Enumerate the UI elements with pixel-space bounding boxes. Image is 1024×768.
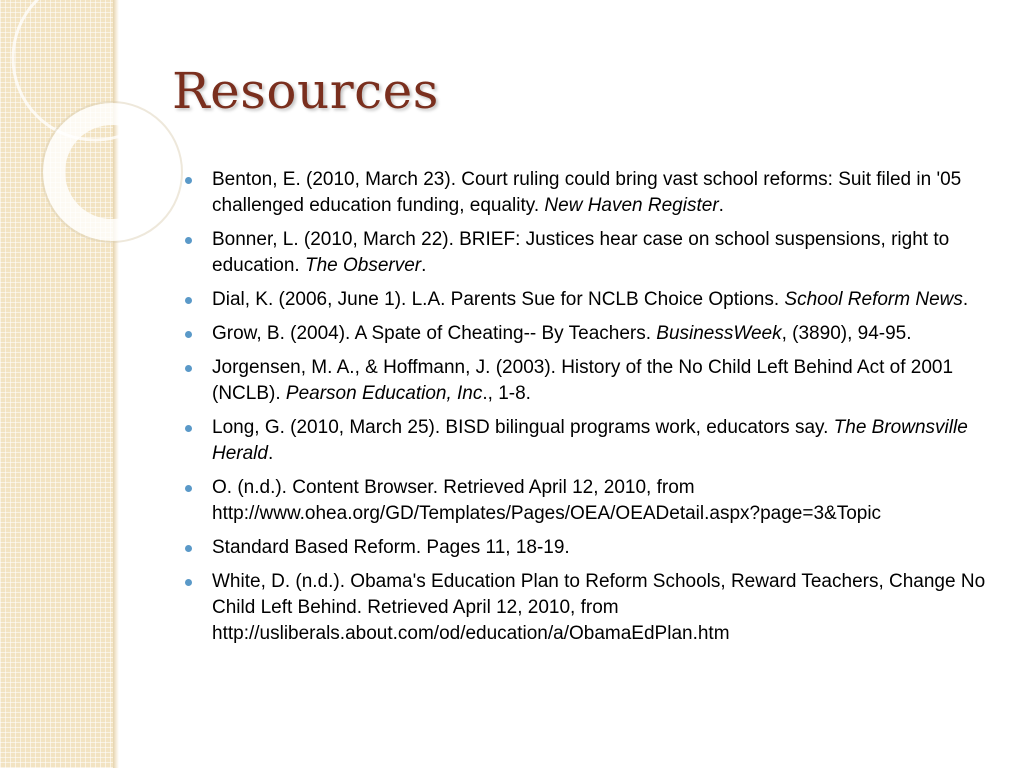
bullet-icon <box>185 579 192 586</box>
sidebar-edge <box>113 0 119 768</box>
decorative-sidebar <box>0 0 113 768</box>
bullet-icon <box>185 365 192 372</box>
bullet-icon <box>185 177 192 184</box>
reference-item <box>185 355 995 407</box>
reference-item <box>185 321 995 347</box>
reference-text: Grow, B. (2004). A Spate of Cheating-- By Teachers. <box>212 323 657 344</box>
reference-item <box>185 227 995 279</box>
reference-item <box>185 287 995 313</box>
reference-tail: . <box>962 289 969 310</box>
slide-title: Resources <box>172 62 439 120</box>
reference-item <box>185 415 995 467</box>
reference-source: Pearson Education, Inc <box>285 383 483 404</box>
bullet-icon <box>185 485 192 492</box>
bullet-icon <box>185 297 192 304</box>
reference-text: Standard Based Reform. Pages 11, 18-19. <box>212 537 570 558</box>
reference-text: Jorgensen, M. A., & Hoffmann, J. (2003). History of the No Child Left Behind Act of 2001 (NCLB). <box>212 357 954 404</box>
reference-tail: . <box>718 195 724 216</box>
reference-source: New Haven Register <box>544 195 719 216</box>
reference-text: Dial, K. (2006, June 1). L.A. Parents Sue for NCLB Choice Options. <box>212 289 785 310</box>
reference-text: Bonner, L. (2010, March 22). BRIEF: Justices hear case on school suspensions, right to education. <box>212 229 950 276</box>
reference-tail: , (3890), 94-95. <box>781 323 912 344</box>
reference-item <box>185 475 995 527</box>
reference-text: Long, G. (2010, March 25). BISD bilingual programs work, educators say. <box>212 417 834 438</box>
reference-item <box>185 167 995 219</box>
reference-tail: ., 1-8. <box>482 383 531 404</box>
reference-tail: . <box>267 443 274 464</box>
bullet-icon <box>185 545 192 552</box>
bullet-icon <box>185 331 192 338</box>
reference-tail: . <box>421 255 427 276</box>
reference-source: The Observer <box>304 255 422 276</box>
reference-source: The Brownsville Herald <box>212 417 968 464</box>
bullet-icon <box>185 237 192 244</box>
reference-text: O. (n.d.). Content Browser. Retrieved April 12, 2010, from http://www.ohea.org/GD/Templates/Pages/OEA/OEADetail.aspx?page=3&Topic <box>212 477 882 524</box>
reference-source: School Reform News <box>784 289 963 310</box>
reference-item <box>185 535 995 561</box>
bullet-icon <box>185 425 192 432</box>
reference-item <box>185 569 995 647</box>
references-list <box>185 167 995 655</box>
reference-text: Benton, E. (2010, March 23). Court ruling could bring vast school reforms: Suit filed in '05 challenged education funding, equality. <box>212 169 962 216</box>
reference-source: BusinessWeek <box>656 323 782 344</box>
reference-text: White, D. (n.d.). Obama's Education Plan to Reform Schools, Reward Teachers, Change No Child Left Behind. Retrieved April 12, 2010, from http://usliberals.about.com/od/education/a/ObamaEdPlan.htm <box>212 571 986 644</box>
